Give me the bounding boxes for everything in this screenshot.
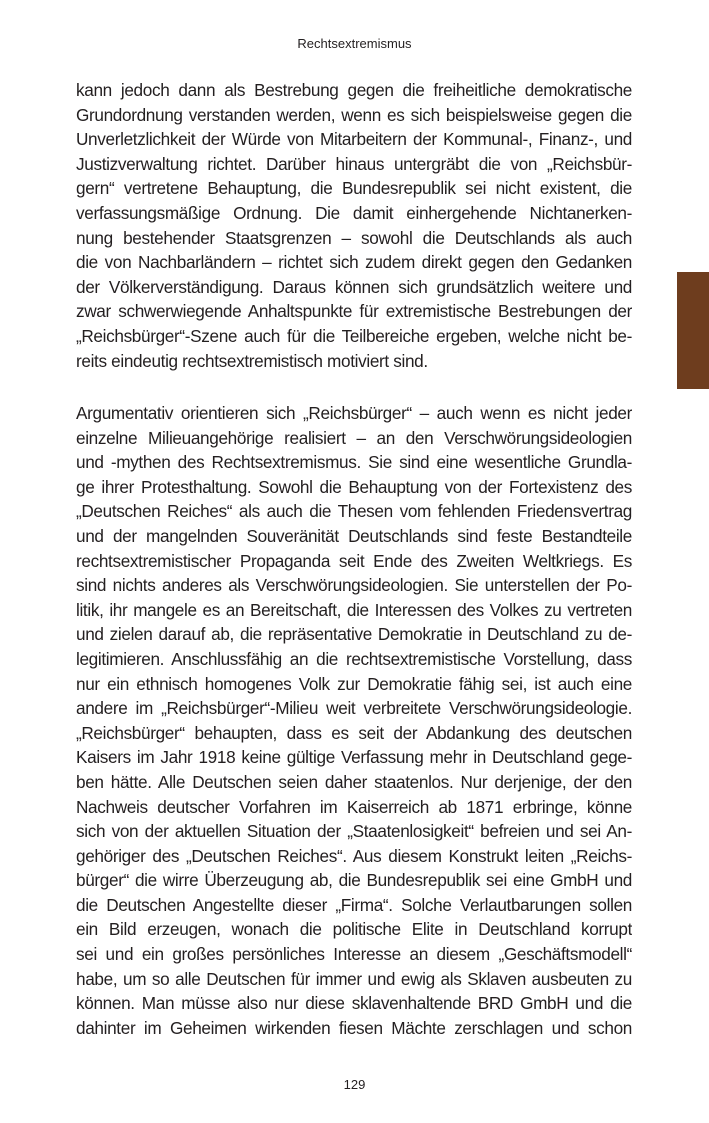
- text-line: und zielen darauf ab, die repräsentative Demokratie in Deutschland zu de-: [76, 624, 632, 645]
- text-line: gehöriger des „Deutschen Reiches“. Aus diesem Konstrukt leiten „Reichs-: [76, 845, 632, 866]
- text-line: ben hätte. Alle Deutschen seien daher staatenlos. Nur derjenige, der den: [76, 771, 632, 792]
- text-line: Grundordnung verstanden werden, wenn es sich beispielsweise gegen die: [76, 104, 632, 125]
- text-line: und der mangelnden Souveränität Deutschlands sind feste Bestandteile: [76, 525, 632, 546]
- text-line: nung bestehender Staatsgrenzen – sowohl die Deutschlands als auch: [76, 227, 632, 248]
- text-line: legitimieren. Anschlussfähig an die rechtsextremistische Vorstellung, dass: [76, 648, 632, 669]
- text-line: rechtsextremistischer Propaganda seit Ende des Zweiten Weltkriegs. Es: [76, 550, 632, 571]
- text-line: verfassungsmäßige Ordnung. Die damit einhergehende Nichtanerken-: [76, 202, 632, 223]
- text-line: „Reichsbürger“ behaupten, dass es seit der Abdankung des deutschen: [76, 722, 632, 743]
- text-line: kann jedoch dann als Bestrebung gegen die freiheitliche demokratische: [76, 80, 632, 100]
- text-line: Nachweis deutscher Vorfahren im Kaiserreich ab 1871 erbringe, könne: [76, 796, 632, 817]
- text-line: „Reichsbürger“-Szene auch für die Teilbereiche ergeben, welche nicht be-: [76, 325, 632, 346]
- text-line: Unverletzlichkeit der Würde von Mitarbeitern der Kommunal-, Finanz-, und: [76, 129, 632, 150]
- text-line: die Deutschen Angestellte dieser „Firma“. Solche Verlautbarungen sollen: [76, 894, 632, 915]
- running-header: Rechtsextremismus: [297, 36, 412, 51]
- text-line: können. Man müsse also nur diese sklavenhaltende BRD GmbH und die: [76, 993, 632, 1014]
- text-line: ein Bild erzeugen, wonach die politische Elite in Deutschland korrupt: [76, 919, 632, 940]
- text-line: und -mythen des Rechtsextremismus. Sie sind eine wesentliche Grundla-: [76, 452, 632, 473]
- text-line: habe, um so alle Deutschen für immer und ewig als Sklaven ausbeuten zu: [76, 968, 632, 989]
- text-line: bürger“ die wirre Überzeugung ab, die Bundesrepublik sei eine GmbH und: [76, 870, 632, 891]
- text-line: dahinter im Geheimen wirkenden fiesen Mächte zerschlagen und schon: [76, 1017, 632, 1038]
- text-line: sich von der aktuellen Situation der „Staatenlosigkeit“ befreien und sei An-: [76, 821, 632, 842]
- text-line: Justizverwaltung richtet. Darüber hinaus untergräbt die von „Reichsbür-: [76, 153, 632, 174]
- text-line: die von Nachbarländern – richtet sich zudem direkt gegen den Gedanken: [76, 252, 632, 273]
- text-line: ge ihrer Protesthaltung. Sowohl die Behauptung von der Fortexistenz des: [76, 476, 632, 497]
- text-line: sind nichts anderes als Verschwörungsideologien. Sie unterstellen der Po-: [76, 575, 632, 596]
- text-line: Argumentativ orientieren sich „Reichsbürger“ – auch wenn es nicht jeder: [76, 403, 632, 423]
- text-line: zwar schwerwiegende Anhaltspunkte für extremistische Bestrebungen der: [76, 301, 632, 322]
- paragraph-1: [76, 78, 632, 373]
- text-line: „Deutschen Reiches“ als auch die Thesen vom fehlenden Friedensvertrag: [76, 501, 632, 522]
- text-line: Kaisers im Jahr 1918 keine gültige Verfassung mehr in Deutschland gege-: [76, 747, 632, 768]
- text-line: reits eindeutig rechtsextremistisch motiviert sind.: [76, 350, 428, 371]
- page-number: 129: [343, 1077, 366, 1092]
- text-line: gern“ vertretene Behauptung, die Bundesrepublik sei nicht existent, die: [76, 178, 632, 199]
- text-line: sei und ein großes persönliches Interesse an diesem „Geschäftsmodell“: [76, 944, 632, 965]
- paragraph-2: [76, 401, 632, 1040]
- text-line: andere im „Reichsbürger“-Milieu weit verbreitete Verschwörungsideologie.: [76, 698, 632, 719]
- text-line: einzelne Milieuangehörige realisiert – an den Verschwörungsideologien: [76, 427, 632, 448]
- text-line: nur ein ethnisch homogenes Volk zur Demokratie fähig sei, ist auch eine: [76, 673, 632, 694]
- text-line: der Völkerverständigung. Daraus können sich grundsätzlich weitere und: [76, 276, 632, 297]
- chapter-thumb-tab: [677, 272, 709, 389]
- text-line: litik, ihr mangele es an Bereitschaft, die Interessen des Volkes zu vertreten: [76, 599, 632, 620]
